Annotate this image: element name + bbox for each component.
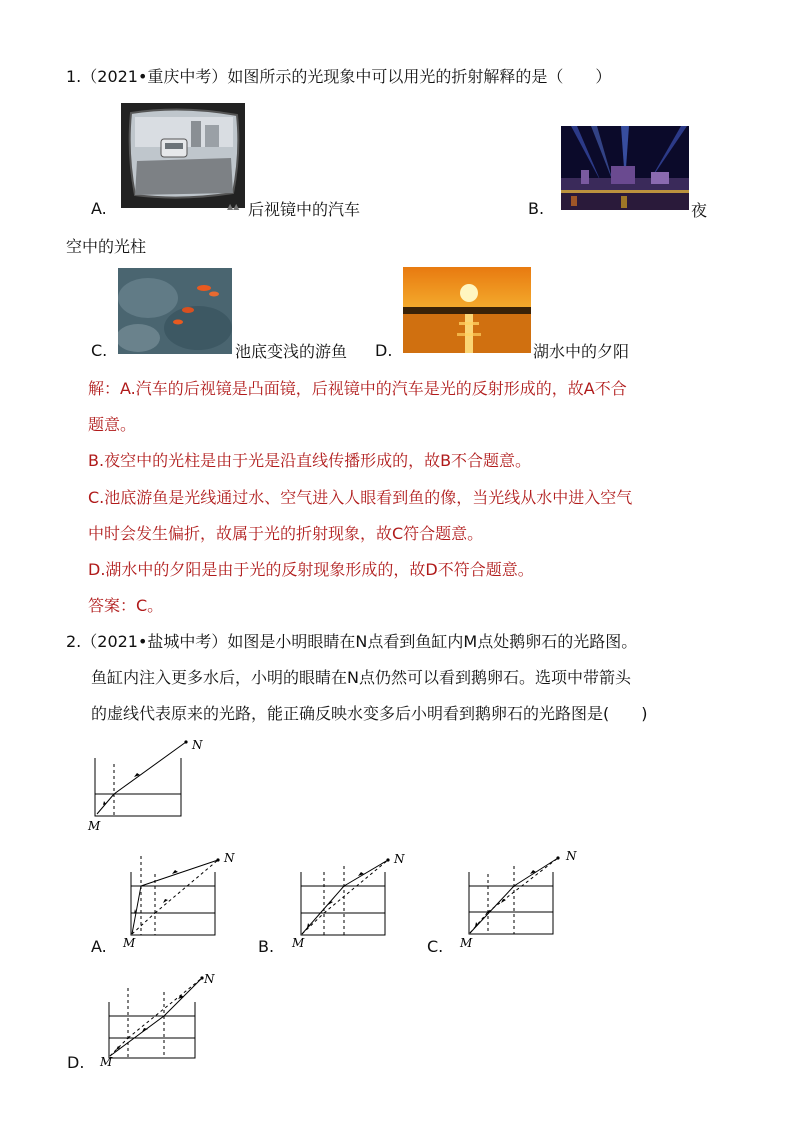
- option-c-diagram: [456, 848, 586, 948]
- q1-stem: 1.（2021•重庆中考）如图所示的光现象中可以用光的折射解释的是（ ）: [66, 67, 612, 86]
- solution-line-3: B.夜空中的光柱是由于光是沿直线传播形成的，故B不合题意。: [88, 451, 532, 470]
- option-b-caption-1: 夜: [691, 201, 708, 220]
- solution-line-5: 中时会发生偏折，故属于光的折射现象，故C符合题意。: [88, 524, 484, 543]
- option-a-point-n: N: [224, 851, 235, 865]
- solution-line-4: C.池底游鱼是光线通过水、空气进入人眼看到鱼的像，当光线从水中进入空气: [88, 488, 633, 507]
- main-point-m: M: [88, 819, 101, 833]
- q2-stem-line-2: 鱼缸内注入更多水后，小明的眼睛在N点仍然可以看到鹅卵石。选项中带箭头: [91, 668, 631, 687]
- night-light-image: [561, 126, 689, 210]
- option-c-point-m: M: [460, 936, 473, 948]
- small-mark-icon: ▲▲: [227, 202, 240, 211]
- option-a-caption: 后视镜中的汽车: [248, 200, 361, 219]
- option-d-point-n: N: [204, 972, 215, 986]
- option-b-point-m: M: [292, 936, 305, 950]
- mirror-image: [121, 103, 245, 208]
- option-a-label: A.: [91, 937, 107, 956]
- option-c-point-n: N: [566, 849, 577, 863]
- solution-line-2: 题意。: [88, 415, 137, 434]
- option-d-letter: D.: [375, 341, 393, 360]
- solution-line-1: 解：A.汽车的后视镜是凸面镜，后视镜中的汽车是光的反射形成的，故A不合: [88, 379, 627, 398]
- option-d-point-m: M: [100, 1055, 113, 1069]
- option-b-diagram: [288, 850, 418, 950]
- option-c-letter: C.: [91, 341, 108, 360]
- pond-fish-image: [118, 268, 232, 354]
- option-b-letter: B.: [528, 199, 545, 218]
- q2-stem-line-3: 的虚线代表原来的光路，能正确反映水变多后小明看到鹅卵石的光路图是( ): [91, 704, 648, 723]
- main-point-n: N: [192, 738, 203, 752]
- option-b-point-n: N: [394, 852, 405, 866]
- option-a-diagram: [118, 850, 248, 950]
- option-a-point-m: M: [123, 936, 136, 950]
- option-a-letter: A.: [91, 199, 107, 218]
- answer: 答案：C。: [88, 596, 164, 615]
- option-d-caption: 湖水中的夕阳: [533, 342, 630, 361]
- option-d-diagram: [96, 966, 226, 1071]
- option-c-caption: 池底变浅的游鱼: [235, 342, 348, 361]
- sunset-lake-image: [403, 267, 531, 353]
- main-light-path-diagram: [80, 734, 210, 834]
- solution-line-6: D.湖水中的夕阳是由于光的反射现象形成的，故D不符合题意。: [88, 560, 534, 579]
- option-c-label: C.: [427, 937, 444, 956]
- option-d-label: D.: [67, 1053, 85, 1072]
- option-b-label: B.: [258, 937, 275, 956]
- q2-stem-line-1: 2.（2021•盐城中考）如图是小明眼睛在N点看到鱼缸内M点处鹅卵石的光路图。: [66, 632, 638, 651]
- option-b-caption-2: 空中的光柱: [66, 237, 147, 256]
